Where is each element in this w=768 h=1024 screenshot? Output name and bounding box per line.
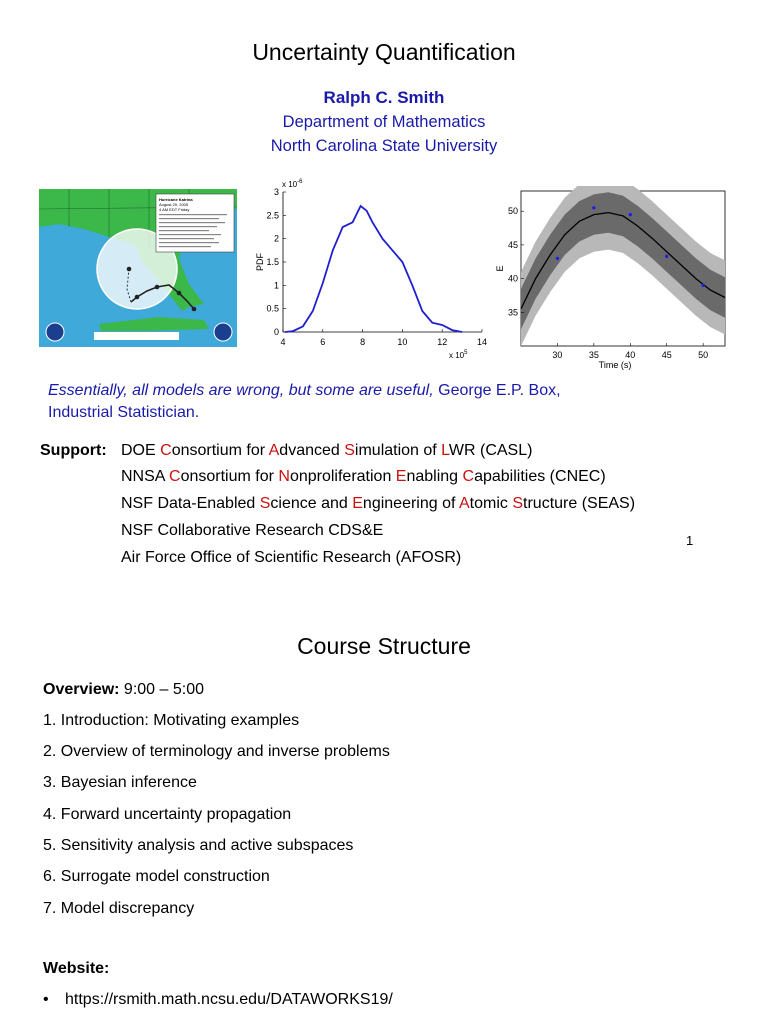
support-text: onsortium for	[171, 442, 269, 459]
x-tick-label: 35	[588, 350, 599, 360]
box-quote	[48, 380, 728, 424]
slide2-title: Course Structure	[297, 633, 471, 659]
y-tick-label: 35	[507, 307, 518, 318]
course-item: 6. Surrogate model construction	[43, 868, 270, 885]
x-multiplier: x $10^5$	[449, 350, 468, 360]
support-text: tomic	[469, 495, 513, 512]
support-text: onsortium for	[180, 468, 279, 485]
acronym-letter: C	[462, 468, 475, 485]
map-caption-line-1: Hurricane Katrina	[159, 197, 193, 202]
overview-value: 9:00 – 5:00	[119, 681, 204, 698]
quote-text: Essentially, all models are wrong, but some are useful,	[48, 382, 434, 399]
y-tick-label: 2.5	[266, 210, 279, 221]
course-item: 7. Model discrepancy	[43, 900, 195, 917]
x-multiplier-exponent: 5	[464, 350, 468, 356]
hurricane-map-image	[39, 189, 237, 347]
support-text: apabilities (CNEC)	[474, 468, 606, 485]
x-tick-label: 8	[360, 337, 366, 347]
y-tick-label: 1	[273, 280, 279, 291]
acronym-letter: E	[352, 495, 363, 512]
overview-line	[43, 681, 204, 699]
x-tick-label: 4	[280, 337, 286, 347]
y-tick-label: 0	[273, 327, 279, 337]
x-tick-label: 10	[397, 337, 408, 347]
x-axis-label: Time (s)	[598, 360, 632, 370]
map-caption-line-2: August 29, 2005	[159, 202, 189, 207]
energy-chart	[493, 186, 728, 372]
acronym-letter: A	[268, 442, 280, 459]
x-tick-label: 45	[661, 350, 672, 360]
x-tick-label: 30	[552, 350, 563, 360]
website-label: Website:	[43, 960, 110, 977]
support-text: imulation of	[354, 442, 442, 459]
pdf-chart	[250, 172, 488, 360]
support-label: Support:	[40, 442, 107, 459]
support-text: tructure (SEAS)	[523, 495, 636, 512]
y-tick-label: 3	[273, 187, 279, 197]
map-caption-line-3: 4 AM EDT Friday	[159, 207, 190, 212]
affiliation-university: North Carolina State University	[270, 137, 498, 155]
agency-logo-right	[214, 323, 232, 341]
support-line	[121, 495, 635, 513]
support-text: ngineering of	[362, 495, 459, 512]
course-item: 4. Forward uncertainty propagation	[43, 806, 292, 823]
quote-attribution-title: Industrial Statistician.	[48, 404, 200, 421]
support-text: WR (CASL)	[448, 442, 533, 459]
affiliation-department: Department of Mathematics	[282, 113, 486, 131]
quote-attribution: George E.P. Box,	[433, 382, 561, 399]
course-item: 2. Overview of terminology and inverse problems	[43, 743, 390, 760]
x-tick-label: 50	[698, 350, 709, 360]
acronym-letter: S	[344, 442, 355, 459]
x-tick-label: 12	[437, 337, 448, 347]
support-line	[121, 442, 532, 460]
y-tick-label: 40	[507, 273, 518, 284]
course-item: 1. Introduction: Motivating examples	[43, 712, 300, 729]
acronym-letter: L	[441, 442, 449, 459]
observation-point	[556, 257, 559, 260]
agency-logo-left	[46, 323, 64, 341]
support-text: NSF Collaborative Research CDS&E	[121, 522, 384, 539]
course-item: 5. Sensitivity analysis and active subspaces	[43, 837, 354, 854]
observation-point	[592, 206, 595, 209]
support-text: onproliferation	[289, 468, 396, 485]
y-tick-label: 50	[507, 206, 518, 217]
y-tick-label: 2	[273, 233, 279, 244]
support-text: Air Force Office of Scientific Research (AFOSR)	[121, 549, 462, 566]
acronym-letter: A	[459, 495, 470, 512]
support-text: dvanced	[279, 442, 345, 459]
y-multiplier-exponent: -6	[297, 179, 303, 185]
support-text: nabling	[406, 468, 463, 485]
website-link[interactable]: https://rsmith.math.ncsu.edu/DATAWORKS19/	[65, 991, 393, 1008]
acronym-letter: E	[395, 468, 407, 485]
y-multiplier: x $10^{-6}$	[282, 179, 303, 189]
acronym-letter: S	[259, 495, 271, 512]
support-text: NNSA	[121, 468, 170, 485]
x-tick-label: 14	[476, 337, 488, 347]
observation-point	[665, 255, 668, 258]
support-text: DOE	[121, 442, 161, 459]
overview-label: Overview:	[43, 681, 120, 698]
y-tick-label: 45	[507, 239, 518, 250]
observation-point	[701, 284, 704, 287]
acronym-letter: S	[512, 495, 524, 512]
website-bullet: •	[43, 991, 49, 1008]
slide1-title: Uncertainty Quantification	[252, 39, 516, 65]
page-number: 1	[686, 533, 694, 548]
support-line	[121, 549, 461, 567]
acronym-letter: N	[278, 468, 290, 485]
author-name: Ralph C. Smith	[323, 88, 445, 107]
x-tick-label: 40	[625, 350, 636, 360]
y-axis-label: E	[495, 265, 505, 272]
y-tick-label: 1.5	[266, 257, 279, 267]
support-text: NSF Data-Enabled	[121, 495, 260, 512]
acronym-letter: C	[160, 442, 172, 459]
y-tick-label: 0.5	[266, 303, 279, 314]
support-text: cience and	[270, 495, 353, 512]
acronym-letter: C	[169, 468, 181, 485]
y-axis-label: PDF	[255, 253, 265, 271]
observation-point	[629, 213, 632, 216]
support-line	[121, 468, 606, 486]
x-tick-label: 6	[320, 337, 326, 347]
support-line	[121, 522, 383, 540]
course-item: 3. Bayesian inference	[43, 774, 197, 791]
